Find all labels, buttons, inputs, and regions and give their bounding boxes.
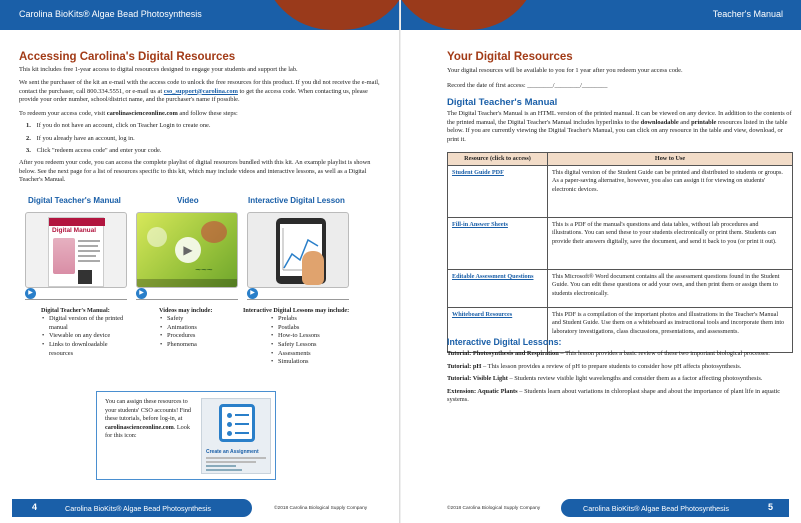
intro-text: This kit includes free 1-year access to digital resources designed to engage your students and support the lab. <box>19 66 298 73</box>
dtm-text-1: The Digital Teacher's Manual is an HTML version of the printed manual. It can be viewed on any device. In addition to the contents of the printed manual, the Digital Teacher's Manual includes hyperlinks to the <box>447 110 792 126</box>
manual-cover-photo <box>53 238 75 274</box>
redeem-paragraph <box>19 110 384 119</box>
resource-link-student-guide[interactable]: Student Guide PDF <box>452 169 504 177</box>
feature-list <box>41 315 133 358</box>
list-item: • Links to downloadable resources <box>41 341 133 358</box>
list-item: • Prelabs <box>270 315 393 324</box>
video-features <box>159 307 239 350</box>
lesson-title: Tutorial: pH <box>447 362 482 370</box>
interactive-lesson-features <box>243 307 393 367</box>
table-row <box>448 218 793 270</box>
left-copyright: ©2018 Carolina Biological Supply Company <box>274 506 368 511</box>
how-to-use-cell: This is a PDF of the manual's questions and data tables, without lab procedures and illustrations. You can send these to your students electronically or print them. Students can provide their answers digitally, save the document, and send it back to you (or print it out). <box>548 218 793 270</box>
step-number: 1. <box>26 122 31 129</box>
list-item: • Procedures <box>159 332 239 341</box>
checklist-icon <box>219 404 255 442</box>
text-line <box>206 469 242 471</box>
qr-code <box>78 270 92 284</box>
redeem-text-1: To redeem your access code, visit <box>19 110 107 117</box>
right-footer-title: Carolina BioKits® Algae Bead Photosynthesis <box>583 504 729 513</box>
text-line <box>78 255 96 257</box>
step-item <box>26 135 376 144</box>
col-title-interactive-lesson: Interactive Digital Lesson <box>248 196 345 205</box>
left-footer-bar <box>12 499 252 517</box>
feature-list-title: Videos may include: <box>159 307 213 314</box>
support-email-link[interactable]: cso_support@carolina.com <box>163 87 238 95</box>
contact-text-2: to get the access code. When contacting us, please provide your order number, school/district name, and the purchaser's name if possible. <box>19 87 368 104</box>
resource-cell <box>448 270 548 308</box>
lesson-item <box>447 388 792 405</box>
col-title-digital-manual: Digital Teacher's Manual <box>28 196 121 205</box>
manual-player-bar <box>25 288 127 300</box>
video-play-icon[interactable]: ▶ <box>175 237 201 263</box>
resource-cell <box>448 218 548 270</box>
text-line <box>78 260 100 262</box>
manual-thumb-title: Digital Manual <box>52 227 97 234</box>
contact-text-1: We sent the purchaser of the kit an e-mail with the access code to unlock the free resources for this product. If you did not receive the e-mail, contact the purchaser, call 800.334.5551, or e-mail us at <box>19 79 380 95</box>
lesson-text: – Students review visible light wavelengths and consider them as a factor affecting photosynthesis. <box>507 375 763 383</box>
redeem-site: carolinascienceonline.com <box>106 110 178 117</box>
contact-paragraph <box>19 79 384 105</box>
manual-cover-band <box>49 218 105 226</box>
text-line <box>206 457 266 459</box>
list-item: • Safety Lessons <box>270 341 393 350</box>
right-footer-bar <box>561 499 789 517</box>
lesson-text: – This lesson provides a basic review of these two important biological processes. <box>558 350 770 357</box>
digital-manual-features <box>41 307 133 358</box>
bullet-dot <box>227 422 232 427</box>
accessing-heading: Accessing Carolina's Digital Resources <box>19 51 236 63</box>
table-row <box>448 166 793 218</box>
right-copyright: ©2018 Carolina Biological Supply Company <box>447 506 541 511</box>
bullet-dot <box>227 413 232 418</box>
record-date-line: Record the date of first access: ________/________/________ <box>447 82 608 89</box>
left-page <box>0 0 400 523</box>
col-title-video: Video <box>177 196 199 205</box>
right-page <box>401 0 801 523</box>
lesson-item <box>447 363 792 372</box>
table-header-how-to-use: How to Use <box>548 153 793 166</box>
step-text: If you already have an account, log in. <box>36 134 135 142</box>
list-item: • Simulations <box>270 358 393 367</box>
create-assignment-card[interactable] <box>201 398 271 474</box>
resource-link-assessment-questions[interactable]: Editable Assessment Questions <box>452 273 534 281</box>
page-number-4: 4 <box>32 502 38 512</box>
table-header-resource: Resource (click to access) <box>448 153 548 166</box>
feature-list-title: Digital Teacher's Manual: <box>41 307 110 314</box>
table-header-row <box>448 153 793 166</box>
table-row <box>448 270 793 308</box>
text-line <box>78 245 98 247</box>
list-item: • Animations <box>159 324 239 333</box>
play-icon[interactable]: ▶ <box>25 288 36 299</box>
callout-site: carolinascienceonline.com <box>105 423 174 431</box>
assign-resources-callout <box>96 391 276 480</box>
resource-cell <box>448 166 548 218</box>
lesson-player-bar <box>247 288 349 300</box>
list-item: • Phenomena <box>159 341 239 350</box>
feature-list <box>243 315 393 367</box>
step-number: 3. <box>26 147 31 155</box>
lesson-item <box>447 375 792 384</box>
page-number-5: 5 <box>767 502 773 512</box>
availability-text: Your digital resources will be available to you for 1 year after you redeem your access code. <box>447 67 683 74</box>
left-footer-title: Carolina BioKits® Algae Bead Photosynthesis <box>65 504 211 513</box>
step-text: Click "redeem access code" and enter your code. <box>36 147 162 155</box>
dtm-heading: Digital Teacher's Manual <box>447 97 558 108</box>
step-number: 2. <box>26 134 31 142</box>
bullet-dot <box>227 431 232 436</box>
video-overlay-graphic: ~~~ <box>195 265 213 276</box>
text-line <box>235 423 249 425</box>
list-item: • Assessments <box>270 350 393 359</box>
your-digital-resources-heading: Your Digital Resources <box>447 51 573 63</box>
lesson-item <box>447 350 792 359</box>
feature-list <box>159 315 239 349</box>
list-item: • Viewable on any device <box>41 332 133 341</box>
dtm-text-2: resources listed in the table below. If you are currently viewing the Digital Teacher's Manual, you can click on any resource in the table and view, download, or print it. <box>447 118 788 143</box>
how-to-use-cell: This digital version of the Student Guide can be printed and distributed to students or groups. As a paper-saving alternative, however, you also can assign it for viewing on students' electronic devices. <box>548 166 793 218</box>
video-player-bar <box>136 288 238 300</box>
list-item: • Postlabs <box>270 324 393 333</box>
dtm-bold-printable: printable <box>691 118 717 126</box>
feature-list-title: Interactive Digital Lessons may include: <box>243 307 350 314</box>
step-item <box>26 147 376 156</box>
redeem-steps <box>26 122 376 156</box>
resource-link-answer-sheets[interactable]: Fill-in Answer Sheets <box>452 221 508 229</box>
text-line <box>206 465 236 467</box>
resource-link-whiteboard[interactable]: Whiteboard Resources <box>452 311 513 319</box>
text-line <box>78 250 100 252</box>
right-header-title: Teacher's Manual <box>712 9 783 19</box>
video-thumbnail[interactable] <box>136 212 238 288</box>
callout-text <box>105 398 195 441</box>
callout-text-2: . Look for this icon: <box>105 423 190 440</box>
left-header-title: Carolina BioKits® Algae Bead Photosynthesis <box>19 9 202 19</box>
list-item: • How-to Lessons <box>270 332 393 341</box>
pointing-hand-icon <box>302 251 324 285</box>
lesson-title: Tutorial: Visible Light <box>447 375 508 383</box>
create-assignment-caption: Create an Assignment <box>206 449 259 455</box>
digital-manual-thumbnail[interactable] <box>25 212 127 288</box>
video-cell-shape <box>147 227 167 247</box>
dtm-paragraph <box>447 110 792 144</box>
text-line <box>78 240 100 242</box>
lesson-text: – This lesson provides a review of pH to prepare students to consider how pH affects photosynthesis. <box>481 362 742 370</box>
text-line <box>235 414 249 416</box>
lesson-text: – Students learn about variations in chloroplast shape and about the importance of plant life in aquatic systems. <box>447 387 781 404</box>
resources-table <box>447 152 793 353</box>
interactive-lesson-thumbnail[interactable] <box>247 212 349 288</box>
after-redeem-paragraph: After you redeem your code, you can access the complete playlist of digital resources bundled with this kit. An example playlist is shown below. See the next page for a list of resources specific to this kit, which may include videos and interactive lessons, as well as a Digital Teacher's Manual. <box>19 159 371 184</box>
how-to-use-cell: This Microsoft® Word document contains all the assessment questions found in the Student Guide. You can edit these questions or add your own, and then print them or assign them to students electronically. <box>548 270 793 308</box>
lesson-title: Tutorial: Photosynthesis and Respiration <box>447 350 559 357</box>
play-icon[interactable]: ▶ <box>136 288 147 299</box>
play-icon[interactable]: ▶ <box>247 288 258 299</box>
text-line <box>206 461 256 463</box>
redeem-text-2: and follow these steps: <box>177 110 238 117</box>
video-cell-shape <box>201 221 227 243</box>
step-item <box>26 122 376 131</box>
list-item: • Safety <box>159 315 239 324</box>
how-to-use-cell: This PDF is a compilation of the important photos and illustrations in the Teacher's Manual and Student Guide. Use them on a whiteboard as instructional tools and incorporate them into laboratory investigations, class discussions, presentations, and assessments. <box>548 308 793 353</box>
list-item: • Digital version of the printed manual <box>41 315 133 332</box>
text-line <box>235 432 249 434</box>
manual-document-preview <box>48 217 104 287</box>
idl-heading: Interactive Digital Lessons: <box>447 337 562 347</box>
video-controls-strip <box>137 279 238 288</box>
lesson-title: Extension: Aquatic Plants <box>447 387 518 395</box>
callout-text-1: You can assign these resources to your students' CSO accounts! Find these tutorials, before log-in, at <box>105 398 192 423</box>
lesson-list <box>447 350 792 405</box>
step-text: If you do not have an account, click on Teacher Login to create one. <box>36 122 211 129</box>
dtm-and: and <box>678 118 692 126</box>
dtm-bold-downloadable: downloadable <box>640 118 679 126</box>
